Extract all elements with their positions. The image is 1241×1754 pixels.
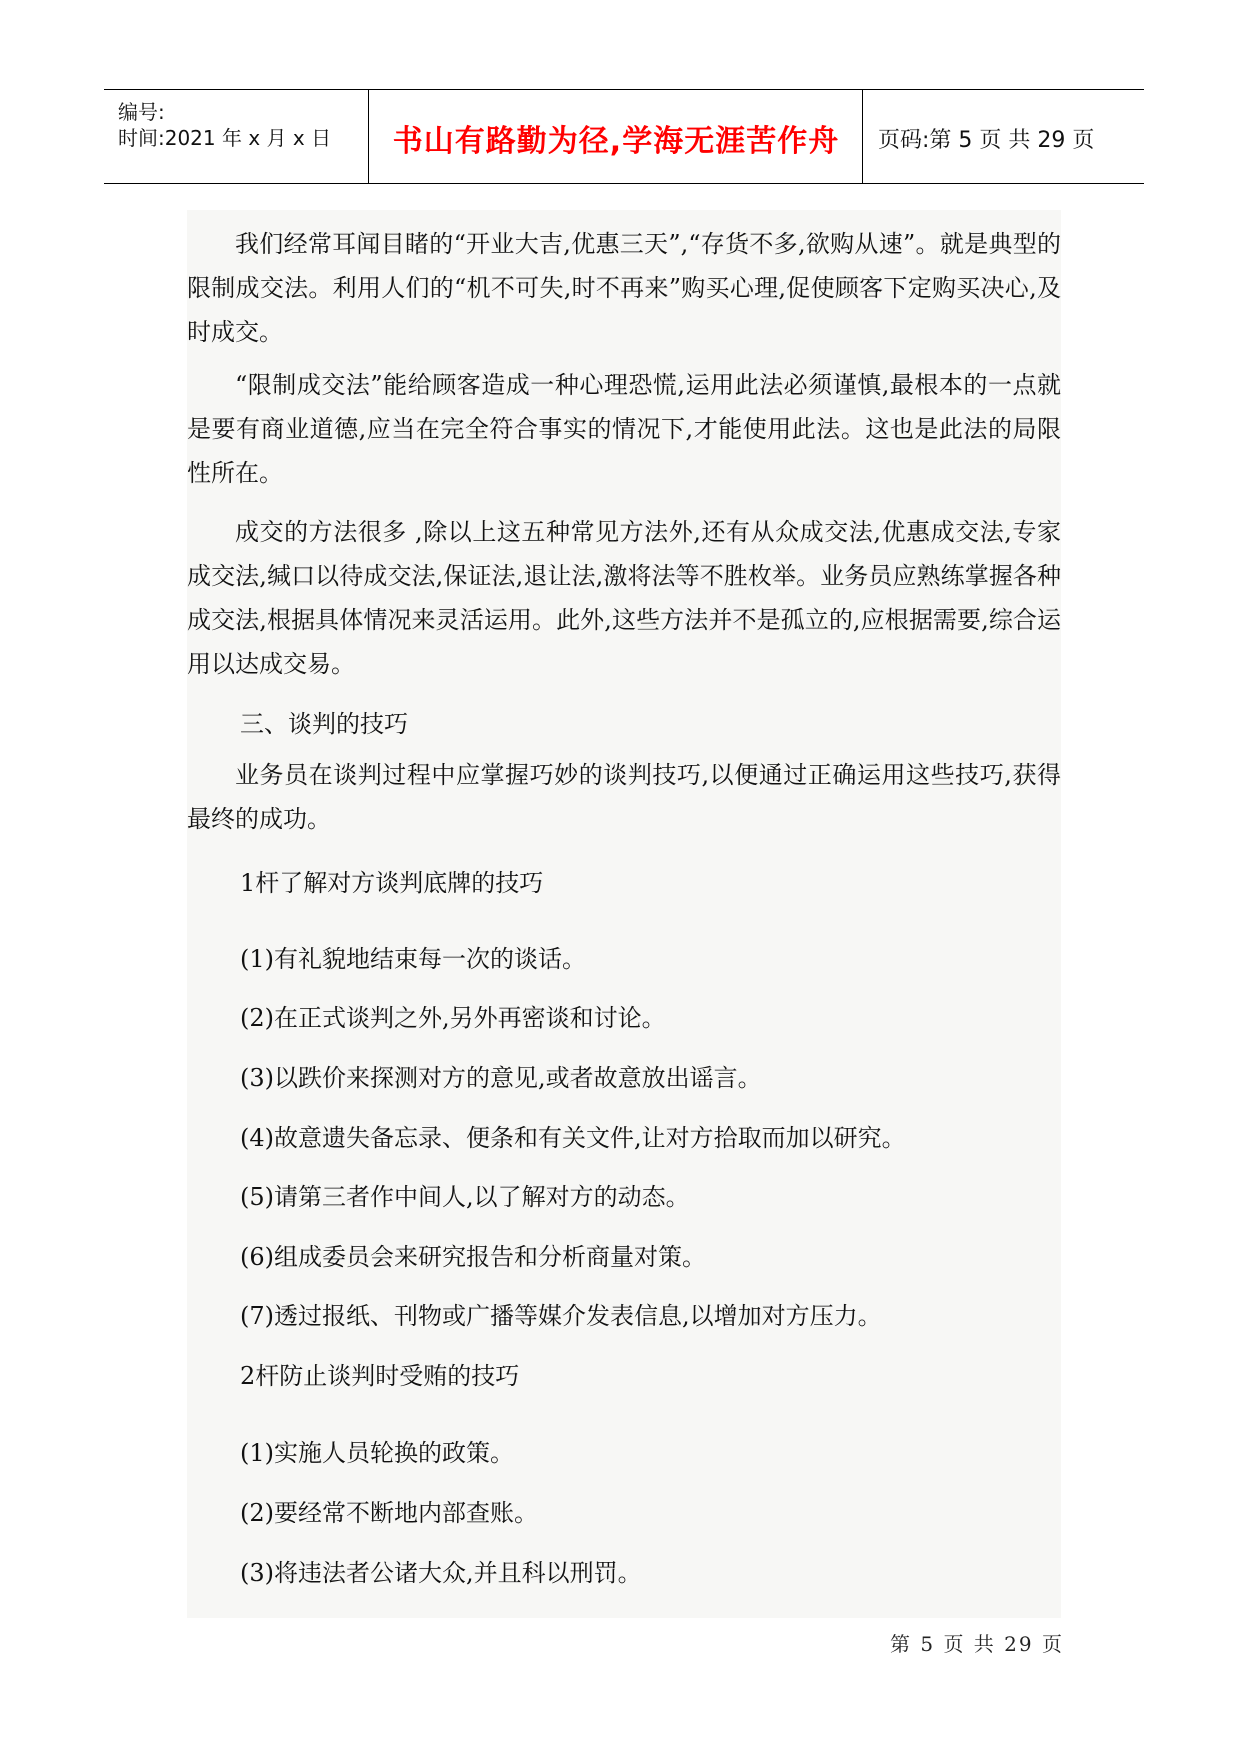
list-item: (4)故意遗失备忘录、便条和有关文件,让对方拾取而加以研究。 (240, 1124, 906, 1152)
document-number-label: 编号: (118, 100, 165, 124)
list-item: (1)实施人员轮换的政策。 (240, 1439, 514, 1467)
header-meta (104, 90, 369, 183)
paragraph-2: “限制成交法”能给顾客造成一种心理恐慌,运用此法必须谨慎,最根本的一点就是要有商业道德,应当在完全符合事实的情况下,才能使用此法。这也是此法的局限性所在。 (187, 371, 1061, 487)
list-item: (7)透过报纸、刊物或广播等媒介发表信息,以增加对方压力。 (240, 1302, 882, 1330)
list-item: (3)将违法者公诸大众,并且科以刑罚。 (240, 1559, 642, 1587)
page-header (104, 89, 1144, 184)
header-page-number: 页码:第 5 页 共 29 页 (878, 128, 1095, 153)
list-item: (2)在正式谈判之外,另外再密谈和讨论。 (240, 1004, 666, 1032)
paragraph-4: 业务员在谈判过程中应掌握巧妙的谈判技巧,以便通过正确运用这些技巧,获得最终的成功。 (187, 761, 1061, 833)
list-item: (5)请第三者作中间人,以了解对方的动态。 (240, 1183, 690, 1211)
list-item: (3)以跌价来探测对方的意见,或者故意放出谣言。 (240, 1064, 762, 1092)
paragraph-3: 成交的方法很多 ,除以上这五种常见方法外,还有从众成交法,优惠成交法,专家成交法,缄口以待成交法,保证法,退让法,激将法等不胜枚举。业务员应熟练掌握各种成交法,根据具体情况来灵活运用。此外,这些方法并不是孤立的,应根据需要,综合运用以达成交易。 (187, 518, 1061, 678)
header-motto-cell (370, 90, 863, 183)
subsection-title-1: 1杆了解对方谈判底牌的技巧 (240, 869, 544, 897)
paragraph-1: 我们经常耳闻目睹的“开业大吉,优惠三天”,“存货不多,欲购从速”。就是典型的限制成交法。利用人们的“机不可失,时不再来”购买心理,促使顾客下定购买决心,及时成交。 (187, 230, 1061, 346)
header-page-cell (864, 90, 1144, 183)
list-item: (2)要经常不断地内部查账。 (240, 1499, 538, 1527)
list-item: (6)组成委员会来研究报告和分析商量对策。 (240, 1243, 706, 1271)
motto: 书山有路勤为径,学海无涯苦作舟 (392, 124, 840, 159)
footer-page-number: 第 5 页 共 29 页 (890, 1632, 1064, 1656)
document-date: 时间:2021 年 x 月 x 日 (118, 126, 332, 150)
section-title: 三、谈判的技巧 (240, 710, 408, 738)
list-item: (1)有礼貌地结束每一次的谈话。 (240, 945, 586, 973)
subsection-title-2: 2杆防止谈判时受贿的技巧 (240, 1362, 520, 1390)
